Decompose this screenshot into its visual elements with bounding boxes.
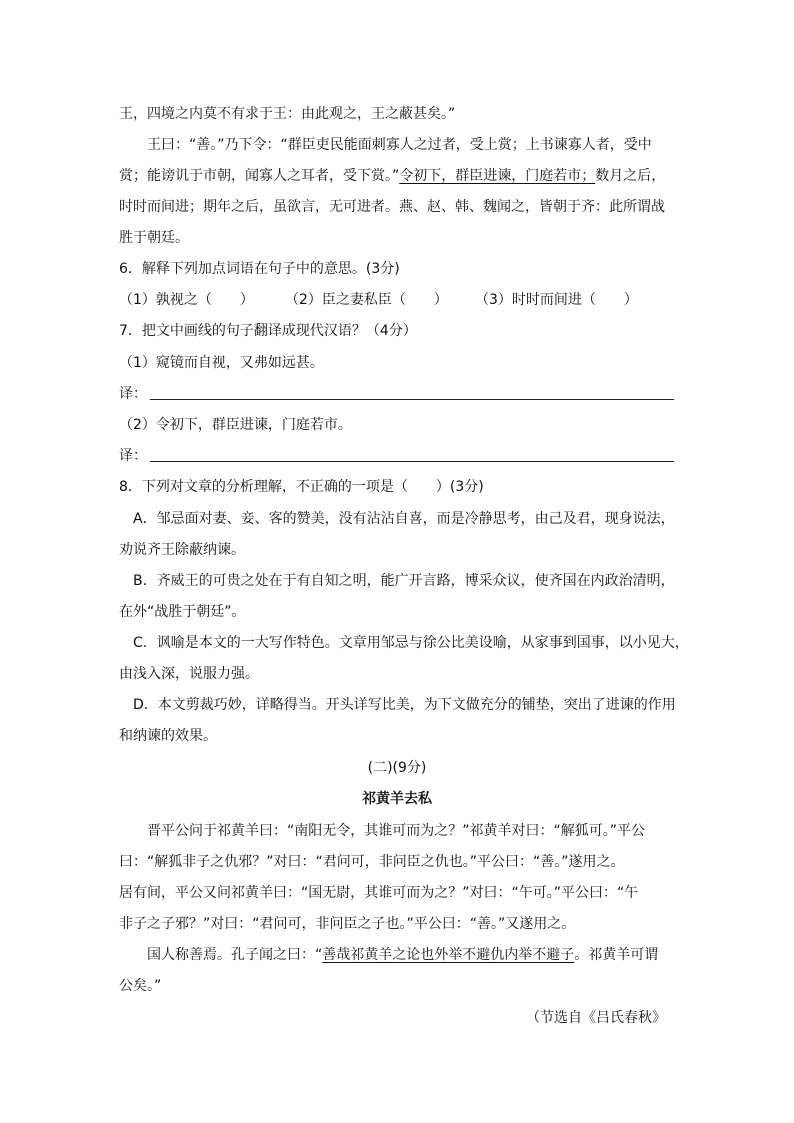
source-citation: （节选自《吕氏春秋》 [526, 1010, 666, 1026]
question-6-stem: 6．解释下列加点词语在句子中的意思。(3分) [119, 261, 400, 277]
q8-option-b-cont: 在外“战胜于朝廷”。 [119, 604, 246, 620]
passage-text: 国人称善焉。孔子闻之曰：“ [147, 947, 323, 963]
answer-line[interactable] [150, 461, 674, 462]
question-7-stem: 7．把文中画线的句子翻译成现代汉语？（4分） [119, 323, 417, 339]
passage-line: 非子之子邪？”对曰：“君问可，非问臣之子也。”平公曰：“善。”又遂用之。 [119, 916, 576, 932]
q6-option-1: （1）孰视之（ ） [119, 292, 254, 308]
q7-sentence-1: （1）窥镜而自视，又弗如远甚。 [119, 355, 324, 371]
question-8-stem: 8．下列对文章的分析理解，不正确的一项是（ ）(3分) [119, 479, 484, 495]
passage-line: 居有间，平公又问祁黄羊曰：“国无尉，其谁可而为之？”对曰：“午可。”平公曰：“午 [119, 885, 639, 901]
q6-option-3: （3）时时而间进（ ） [475, 292, 638, 308]
passage-text: 数月之后， [595, 168, 666, 184]
q6-option-2: （2）臣之妻私臣（ ） [285, 292, 448, 308]
passage-line [119, 166, 665, 186]
passage-title: 祁黄羊去私 [362, 791, 432, 807]
answer-line[interactable] [150, 399, 674, 400]
passage-text: 。祁黄羊可谓 [574, 947, 659, 963]
translation-label: 译： [119, 386, 147, 402]
translation-label: 译： [119, 448, 147, 464]
passage-line: 时时而间进；期年之后，虽欲言，无可进者。燕、赵、韩、魏闻之，皆朝于齐：此所谓战 [119, 199, 665, 215]
q8-option-a: A．邹忌面对妻、妾、客的赞美，没有沾沾自喜，而是冷静思考，由己及君，现身说法， [133, 511, 675, 527]
passage-line: 晋平公问于祁黄羊曰：“南阳无令，其谁可而为之？”祁黄羊对曰：“解狐可。”平公 [147, 823, 646, 839]
passage-line: 曰：“解狐非子之仇邪？”对曰：“君问可，非问臣之仇也。”平公曰：“善。”遂用之。 [119, 854, 625, 870]
q8-option-a-cont: 劝说齐王除蔽纳谏。 [119, 542, 245, 558]
passage-line: 王，四境之内莫不有求于王：由此观之，王之蔽甚矣。” [119, 106, 456, 122]
q8-option-c: C．讽喻是本文的一大写作特色。文章用邹忌与徐公比美设喻，从家事到国事，以小见大， [133, 635, 689, 651]
underlined-sentence: 善哉祁黄羊之论也外举不避仇内举不避子 [322, 947, 575, 963]
passage-line: 胜于朝廷。 [119, 230, 189, 246]
passage-line: 王曰：“善。”乃下令：“群臣吏民能面刺寡人之过者，受上赏；上书谏寡人者，受中 [147, 137, 652, 153]
question-6-options [119, 290, 638, 310]
q8-option-b: B．齐威王的可贵之处在于有自知之明，能广开言路，博采众议，使齐国在内政治清明， [133, 573, 675, 589]
underlined-sentence: 令初下，群臣进谏，门庭若市； [399, 168, 596, 184]
section-heading: (二)(9分) [367, 760, 427, 776]
q7-sentence-2: （2）令初下，群臣进谏，门庭若市。 [119, 417, 352, 433]
passage-text: 赏；能谤讥于市朝，闻寡人之耳者，受下赏。” [119, 168, 400, 184]
passage-line: 公矣。” [119, 978, 162, 994]
passage-line [147, 945, 658, 965]
q8-option-c-cont: 由浅入深，说服力强。 [119, 666, 259, 682]
q8-option-d: D．本文剪裁巧妙，详略得当。开头详写比美，为下文做充分的铺垫，突出了进谏的作用 [133, 697, 676, 713]
q8-option-d-cont: 和纳谏的效果。 [119, 728, 217, 744]
